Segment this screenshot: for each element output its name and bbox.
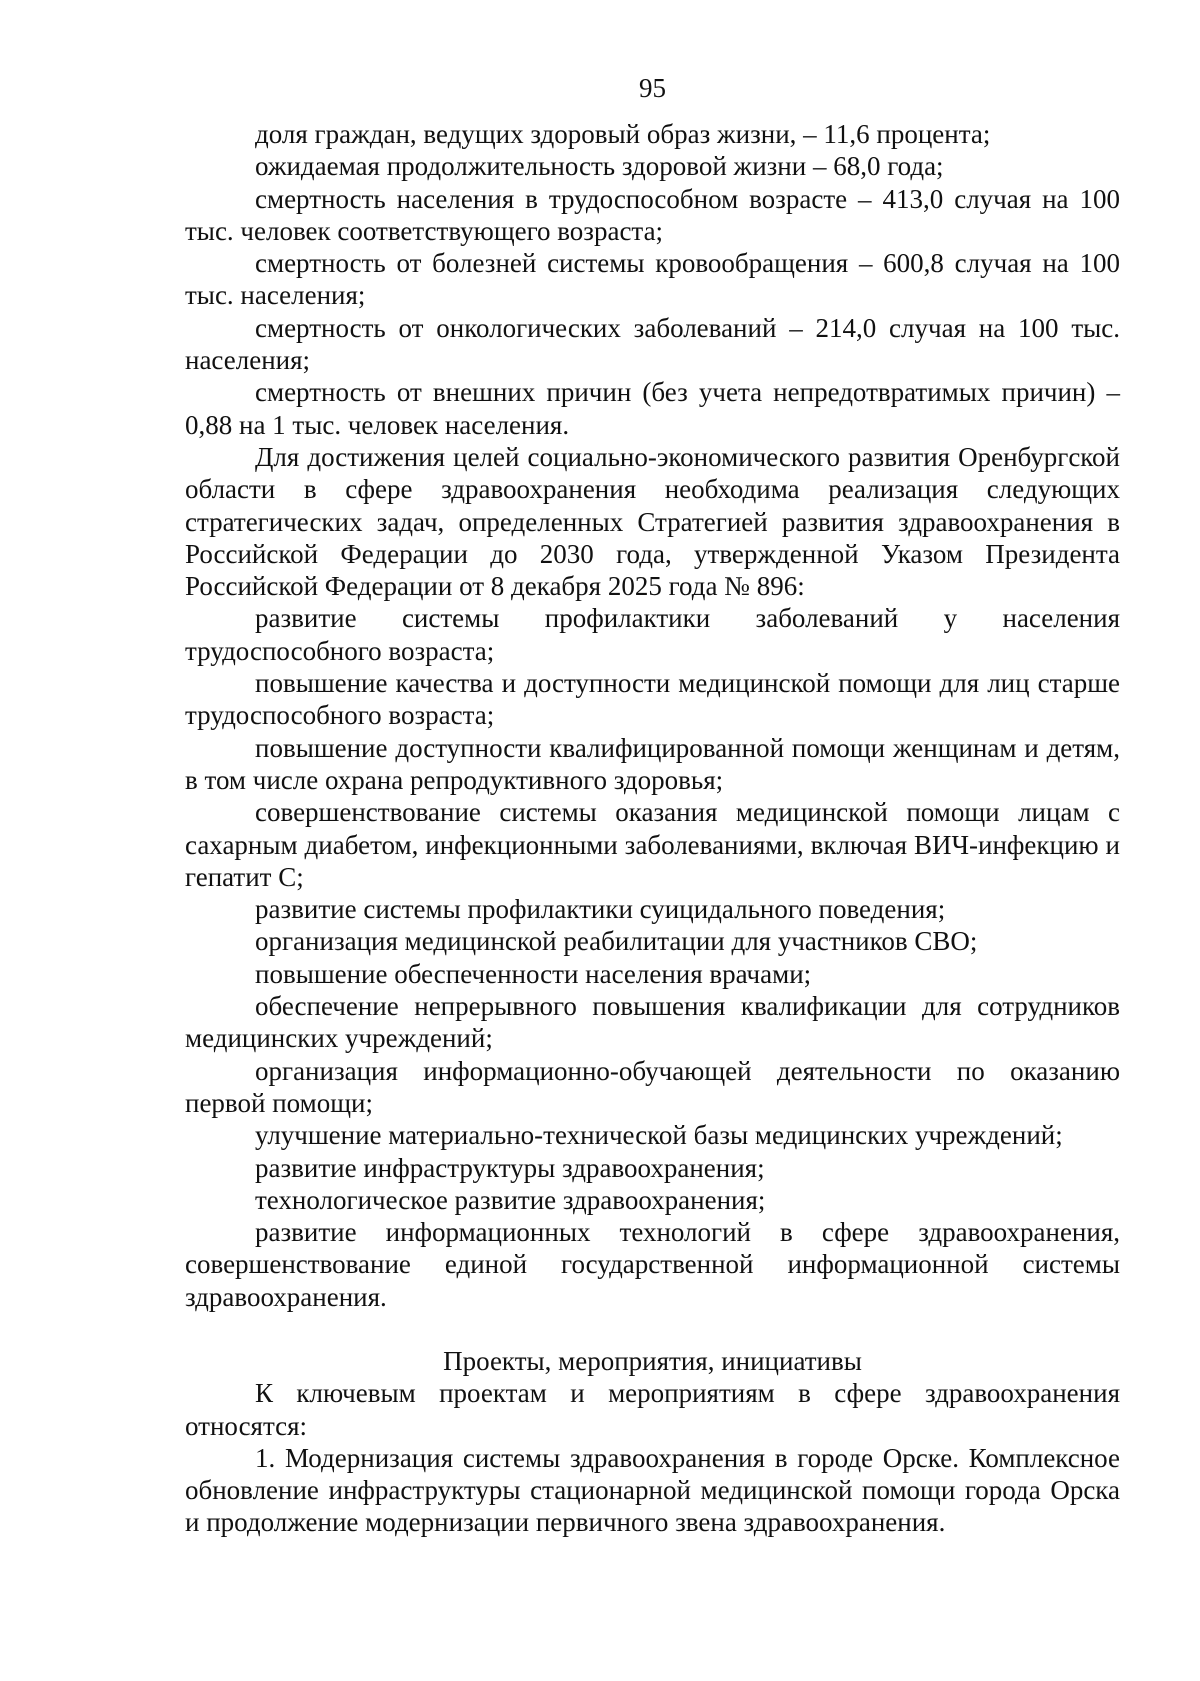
list-item-technology: технологическое развитие здравоохранения; xyxy=(255,1184,766,1215)
paragraph-orsk-modernization: 1. Модернизация системы здравоохранения в городе Орске. Комплексное обновление инфраструктуры стационарной медицинской помощи города Орска и продолжение модернизации первичного звена здравоохранения. xyxy=(185,1442,1120,1538)
list-item-prevention-working-age: развитие системы профилактики заболеваний у населения трудоспособного возраста; xyxy=(185,603,1120,666)
paragraph-external-causes-mortality: смертность от внешних причин (без учета непредотвратимых причин) – 0,88 на 1 тыс. человек населения. xyxy=(185,377,1120,440)
page-number: 95 xyxy=(639,73,666,103)
list-item-information-technology: развитие информационных технологий в сфере здравоохранения, совершенствование единой государственной информационной системы здравоохранения. xyxy=(185,1217,1120,1312)
list-item-material-base: улучшение материально-технической базы медицинских учреждений; xyxy=(255,1120,1063,1151)
list-item-staff-qualification: обеспечение непрерывного повышения квалификации для сотрудников медицинских учреждений; xyxy=(185,991,1120,1054)
paragraph-circulatory-mortality: смертность от болезней системы кровообращения – 600,8 случая на 100 тыс. населения; xyxy=(185,248,1120,311)
list-item-diabetes-infections: совершенствование системы оказания медицинской помощи лицам с сахарным диабетом, инфекционными заболеваниями, включая ВИЧ-инфекцию и гепатит С; xyxy=(185,797,1120,892)
paragraph-strategic-goals-intro: Для достижения целей социально-экономического развития Оренбургской области в сфере здравоохранения необходима реализация следующих стратегических задач, определенных Стратегией развития здравоохранения в Российской Федерации до 2030 года, утвержденной Указом Президента Российской Федерации от 8 декабря 2025 года № 896: xyxy=(185,441,1120,602)
paragraph-key-projects-intro: К ключевым проектам и мероприятиям в сфере здравоохранения относятся: xyxy=(185,1378,1120,1441)
list-item-rehabilitation: организация медицинской реабилитации для участников СВО; xyxy=(255,926,978,957)
document-page xyxy=(185,72,1120,1539)
section-heading: Проекты, мероприятия, инициативы xyxy=(443,1345,862,1376)
list-item-elderly-care: повышение качества и доступности медицинской помощи для лиц старше трудоспособного возраста; xyxy=(185,668,1120,731)
list-item-women-children-care: повышение доступности квалифицированной помощи женщинам и детям, в том числе охрана репродуктивного здоровья; xyxy=(185,732,1120,795)
paragraph-healthy-life-expectancy: ожидаемая продолжительность здоровой жизни – 68,0 года; xyxy=(255,151,944,182)
list-item-first-aid-training: организация информационно-обучающей деятельности по оказанию первой помощи; xyxy=(185,1055,1120,1118)
list-item-doctor-supply: повышение обеспеченности населения врачами; xyxy=(255,958,812,989)
paragraph-working-age-mortality: смертность населения в трудоспособном возрасте – 413,0 случая на 100 тыс. человек соответствующего возраста; xyxy=(185,183,1120,246)
paragraph-healthy-lifestyle: доля граждан, ведущих здоровый образ жизни, – 11,6 процента; xyxy=(255,119,991,149)
paragraph-oncology-mortality: смертность от онкологических заболеваний – 214,0 случая на 100 тыс. населения; xyxy=(185,312,1120,376)
list-item-suicide-prevention: развитие системы профилактики суицидального поведения; xyxy=(255,894,946,925)
list-item-infrastructure: развитие инфраструктуры здравоохранения; xyxy=(255,1152,765,1183)
